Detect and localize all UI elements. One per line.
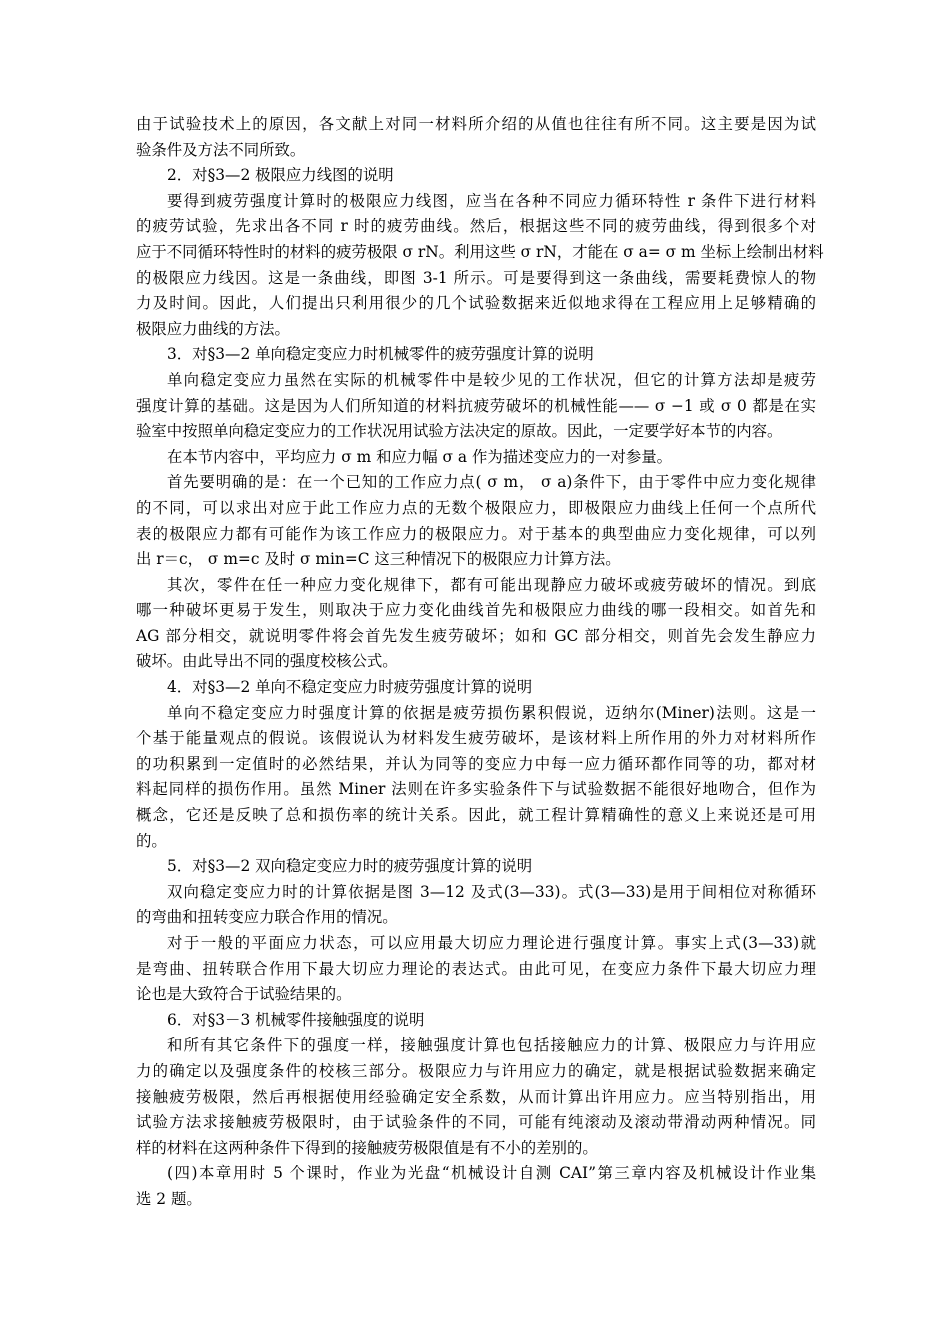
text-line: 首先要明确的是：在一个已知的工作应力点( σ m， σ a)条件下，由于零件中应力变化规律	[167, 473, 816, 492]
text-line: 在本节内容中，平均应力 σ m 和应力幅 σ a 作为描述变应力的一对参量。	[167, 447, 673, 466]
text-line: 选 2 题。	[136, 1189, 202, 1208]
paragraph-intro	[136, 112, 816, 163]
text-line: 和所有其它条件下的强度一样，接触强度计算也包括接触应力的计算、极限应力与许用应	[167, 1036, 816, 1055]
paragraph-mean-stress	[136, 445, 816, 471]
text-line: 的功积累到一定值时的必然结果，并认为同等的变应力中每一应力循环都作同等的功，都对材	[136, 754, 816, 773]
text-line: 论也是大致符合于试验结果的。	[136, 985, 352, 1004]
text-line: 双向稳定变应力时的计算依据是图 3—12 及式(3—33)。式(3—33)是用于间相位对称循环	[167, 882, 816, 901]
paragraph-max-shear-theory	[136, 931, 816, 1008]
paragraph-failure-mode	[136, 573, 816, 675]
text-line: 哪一种破坏更易于发生，则取决于应力变化曲线首先和极限应力曲线的哪一段相交。如首先和	[136, 601, 816, 620]
text-line: 的疲劳试验，先求出各不同 r 时的疲劳曲线。然后，根据这些不同的疲劳曲线，得到很多个对	[136, 217, 816, 236]
paragraph-single-stable-stress	[136, 368, 816, 445]
text-line: 的极限应力线因。这是一条曲线，即图 3-1 所示。可是要得到这一条曲线，需要耗费惊人的物	[136, 268, 816, 287]
paragraph-miner-rule	[136, 701, 816, 855]
text-line: 出 r＝c， σ m=c 及时 σ min=C 这三种情况下的极限应力计算方法。	[136, 550, 621, 569]
text-line: 的弯曲和扭转变应力联合作用的情况。	[136, 908, 398, 927]
text-line: 由于试验技术上的原因，各文献上对同一材料所介绍的从值也往往有所不同。这主要是因为试	[136, 115, 816, 133]
heading-text: 2．对§3—2 极限应力线图的说明	[167, 166, 394, 185]
section-heading-5	[136, 854, 816, 880]
text-line: 表的极限应力都有可能作为该工作应力的极限应力。对于基本的典型曲应力变化规律，可以列	[136, 524, 816, 543]
text-line: 极限应力曲线的方法。	[136, 319, 290, 338]
heading-text: 3．对§3—2 单向稳定变应力时机械零件的疲劳强度计算的说明	[167, 345, 594, 364]
paragraph-working-point	[136, 470, 816, 572]
paragraph-contact-strength	[136, 1033, 816, 1161]
paragraph-limit-stress-diagram	[136, 189, 824, 343]
text-line: (四)本章用时 5 个课时，作业为光盘“机械设计自测 CAI”第三章内容及机械设计作业集	[167, 1164, 816, 1183]
text-line: 试验方法求接触疲劳极限时，由于试验条件的不同，可能有纯滚动及滚动带滑动两种情况。同	[136, 1113, 816, 1132]
text-line: 单向不稳定变应力时强度计算的依据是疲劳损伤累积假说，迈纳尔(Miner)法则。这是一	[167, 703, 816, 722]
paragraph-assignment	[136, 1161, 816, 1212]
text-line: 是弯曲、扭转联合作用下最大切应力理论的表达式。由此可见，在变应力条件下最大切应力理	[136, 959, 816, 978]
text-line: 破坏。由此导出不同的强度校核公式。	[136, 652, 398, 671]
text-line: 料起同样的损伤作用。虽然 Miner 法则在许多实验条件下与试验数据不能很好地吻合，但作为	[136, 780, 816, 799]
document-page	[136, 112, 824, 1213]
section-heading-6	[136, 1008, 816, 1034]
text-line: 验室中按照单向稳定变应力的工作状况用试验方法决定的原故。因此，一定要学好本节的内容。	[136, 422, 783, 441]
section-heading-4	[136, 675, 816, 701]
text-line: 单向稳定变应力虽然在实际的机械零件中是较少见的工作状况，但它的计算方法却是疲劳	[167, 370, 816, 389]
text-line: 强度计算的基础。这是因为人们所知道的材料抗疲劳破坏的机械性能—— σ −1 或 σ 0 都是在实	[136, 396, 816, 415]
text-line: 对于一般的平面应力状态，可以应用最大切应力理论进行强度计算。事实上式(3—33)就	[167, 934, 816, 952]
text-line: 力及时间。因此，人们提出只利用很少的几个试验数据来近似地求得在工程应用上足够精确的	[136, 294, 816, 313]
paragraph-biaxial-basis	[136, 880, 816, 931]
text-line: 接触疲劳极限，然后再根据使用经验确定安全系数，从而计算出许用应力。应当特别指出，用	[136, 1087, 816, 1106]
text-line: 验条件及方法不同所致。	[136, 140, 306, 159]
text-line: 力的确定以及强度条件的校核三部分。极限应力与许用应力的确定，就是根据试验数据来确定	[136, 1061, 816, 1080]
text-line: 要得到疲劳强度计算时的极限应力线图，应当在各种不同应力循环特性 r 条件下进行材料	[167, 191, 816, 210]
text-line: 应于不同循环特性时的材料的疲劳极限 σ rN。利用这些 σ rN，才能在 σ a= σ m 坐标上绘制出材料	[136, 242, 824, 261]
text-line: 的。	[136, 831, 167, 850]
text-line: 的不同，可以求出对应于此工作应力点的无数个极限应力，即极限应力曲线上任何一个点所代	[136, 498, 816, 517]
heading-text: 5．对§3—2 双向稳定变应力时的疲劳强度计算的说明	[167, 857, 533, 876]
section-heading-3	[136, 342, 816, 368]
heading-text: 6．对§3－3 机械零件接触强度的说明	[167, 1010, 425, 1029]
section-heading-2	[136, 163, 816, 189]
heading-text: 4．对§3—2 单向不稳定变应力时疲劳强度计算的说明	[167, 678, 533, 697]
text-line: AG 部分相交，就说明零件将会首先发生疲劳破坏；如和 GC 部分相交，则首先会发生静应力	[136, 626, 816, 645]
text-line: 概念，它还是反映了总和损伤率的统计关系。因此，就工程计算精确性的意义上来说还是可用	[136, 806, 816, 825]
text-line: 个基于能量观点的假说。该假说认为材料发生疲劳破坏，是该材料上所作用的外力对材料所作	[136, 729, 816, 748]
text-line: 样的材料在这两种条件下得到的接触疲劳极限值是有不小的差别的。	[136, 1138, 598, 1157]
text-line: 其次，零件在任一种应力变化规律下，都有可能出现静应力破坏或疲劳破坏的情况。到底	[167, 575, 816, 594]
